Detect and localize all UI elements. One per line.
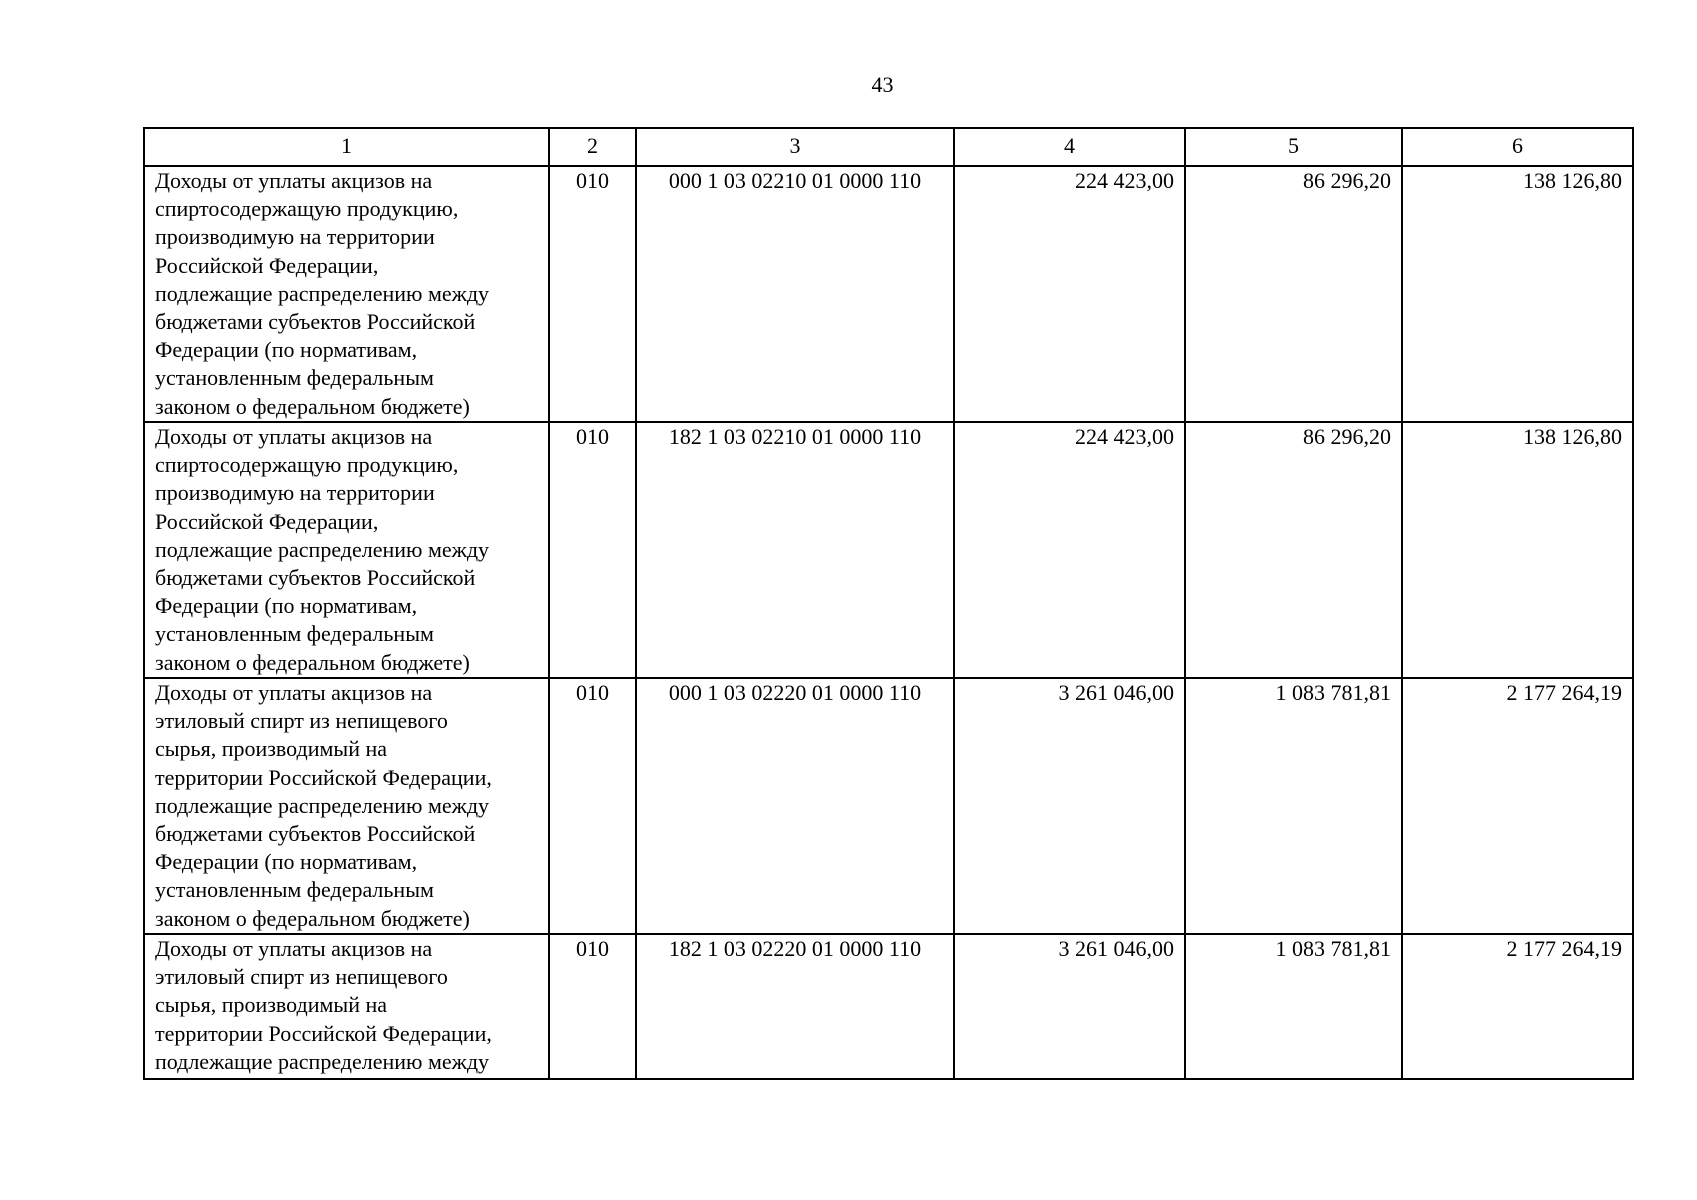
budget-classification-code: 182 1 03 02210 01 0000 110 [636, 422, 954, 678]
revenue-description: Доходы от уплаты акцизов на спиртосодержащую продукцию, производимую на территории Российской Федерации, подлежащие распределению между бюджетами субъектов Российской Федерации (по нормативам, установленным федеральным законом о федеральном бюджете) [144, 422, 549, 678]
table-row [144, 422, 1633, 678]
amount-column-6: 2 177 264,19 [1402, 934, 1633, 1079]
table-header [144, 128, 1633, 166]
table-body [144, 166, 1633, 1079]
column-header-6: 6 [1402, 128, 1633, 166]
amount-column-4: 224 423,00 [954, 166, 1185, 422]
amount-column-6: 2 177 264,19 [1402, 678, 1633, 934]
amount-column-5: 86 296,20 [1185, 166, 1402, 422]
revenue-description: Доходы от уплаты акцизов на этиловый спирт из непищевого сырья, производимый на территории Российской Федерации, подлежащие распределению между [144, 934, 549, 1079]
amount-column-6: 138 126,80 [1402, 166, 1633, 422]
table-row [144, 166, 1633, 422]
table-row [144, 934, 1633, 1079]
budget-classification-code: 000 1 03 02220 01 0000 110 [636, 678, 954, 934]
amount-column-4: 3 261 046,00 [954, 934, 1185, 1079]
amount-column-4: 3 261 046,00 [954, 678, 1185, 934]
amount-column-5: 1 083 781,81 [1185, 934, 1402, 1079]
budget-classification-code: 182 1 03 02220 01 0000 110 [636, 934, 954, 1079]
budget-classification-code: 000 1 03 02210 01 0000 110 [636, 166, 954, 422]
page-number: 43 [871, 72, 894, 97]
column-header-4: 4 [954, 128, 1185, 166]
admin-code: 010 [549, 934, 636, 1079]
admin-code: 010 [549, 166, 636, 422]
revenue-description: Доходы от уплаты акцизов на спиртосодержащую продукцию, производимую на территории Российской Федерации, подлежащие распределению между бюджетами субъектов Российской Федерации (по нормативам, установленным федеральным законом о федеральном бюджете) [144, 166, 549, 422]
column-header-1: 1 [144, 128, 549, 166]
table-row [144, 678, 1633, 934]
admin-code: 010 [549, 422, 636, 678]
revenue-table [143, 127, 1634, 1080]
header-row [144, 128, 1633, 166]
column-header-2: 2 [549, 128, 636, 166]
revenue-description: Доходы от уплаты акцизов на этиловый спирт из непищевого сырья, производимый на территории Российской Федерации, подлежащие распределению между бюджетами субъектов Российской Федерации (по нормативам, установленным федеральным законом о федеральном бюджете) [144, 678, 549, 934]
amount-column-5: 1 083 781,81 [1185, 678, 1402, 934]
column-header-5: 5 [1185, 128, 1402, 166]
admin-code: 010 [549, 678, 636, 934]
amount-column-6: 138 126,80 [1402, 422, 1633, 678]
amount-column-4: 224 423,00 [954, 422, 1185, 678]
amount-column-5: 86 296,20 [1185, 422, 1402, 678]
column-header-3: 3 [636, 128, 954, 166]
